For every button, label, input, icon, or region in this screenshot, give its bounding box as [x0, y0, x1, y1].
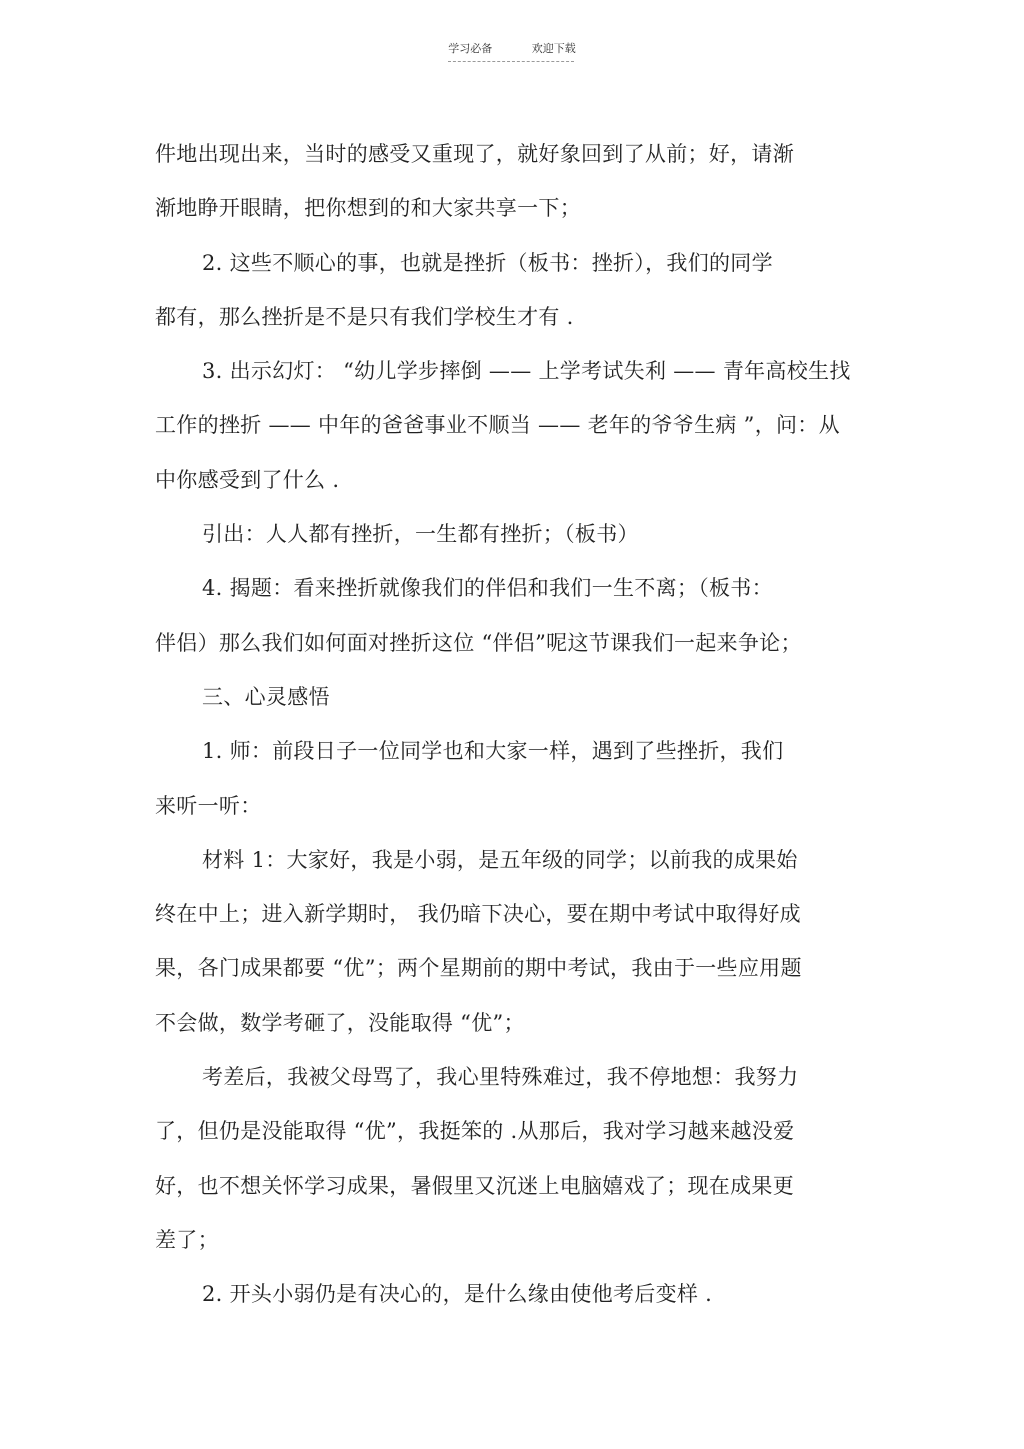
text-line: 3. 出示幻灯： “幼儿学步摔倒 —— 上学考试失利 —— 青年高校生找: [202, 359, 851, 384]
text-line: 1. 师：前段日子一位同学也和大家一样，遇到了些挫折，我们: [202, 739, 784, 764]
text-line: 渐地睁开眼睛，把你想到的和大家共享一下；: [155, 196, 581, 221]
page-header: [0, 40, 1024, 56]
text-line: 材料 1：大家好，我是小弱，是五年级的同学；以前我的成果始: [202, 847, 798, 872]
text-line: 中你感受到了什么 .: [155, 467, 340, 492]
text-line: 工作的挫折 —— 中年的爸爸事业不顺当 —— 老年的爷爷生病 ”，问：从: [155, 413, 840, 438]
text-line: 2. 开头小弱仍是有决心的，是什么缘由使他考后变样 .: [202, 1282, 713, 1307]
text-line: 终在中上；进入新学期时， 我仍暗下决心，要在期中考试中取得好成: [155, 902, 801, 927]
text-line: 2. 这些不顺心的事，也就是挫折（板书：挫折），我们的同学: [202, 250, 773, 275]
text-line: 考差后，我被父母骂了，我心里特殊难过，我不停地想：我努力: [202, 1065, 799, 1090]
text-line: 伴侣）那么我们如何面对挫折这位 “伴侣”呢这节课我们一起来争论；: [155, 630, 802, 655]
text-line: 不会做，数学考砸了，没能取得 “优”；: [155, 1010, 525, 1035]
header-left-text: 学习必备: [448, 42, 493, 55]
text-line: 件地出现出来，当时的感受又重现了，就好象回到了从前；好，请渐: [155, 142, 794, 166]
text-line: 4. 揭题：看来挫折就像我们的伴侣和我们一生不离；（板书：: [202, 576, 773, 601]
text-line: 三、心灵感悟: [202, 684, 330, 709]
text-line: 来听一听：: [155, 793, 262, 818]
text-line: 果，各门成果都要 “优”；两个星期前的期中考试，我由于一些应用题: [155, 956, 802, 981]
text-line: 都有，那么挫折是不是只有我们学校生才有 .: [155, 304, 574, 329]
header-divider: [448, 61, 574, 62]
document-body: [155, 127, 885, 1322]
text-line: 好，也不想关怀学习成果，暑假里又沉迷上电脑嬉戏了；现在成果更: [155, 1173, 794, 1198]
text-line: 了，但仍是没能取得 “优”，我挺笨的 .从那后，我对学习越来越没爱: [155, 1119, 795, 1144]
text-line: 差了；: [155, 1227, 219, 1252]
header-right-text: 欢迎下载: [531, 42, 576, 55]
text-line: 引出：人人都有挫折，一生都有挫折；（板书）: [202, 522, 639, 547]
